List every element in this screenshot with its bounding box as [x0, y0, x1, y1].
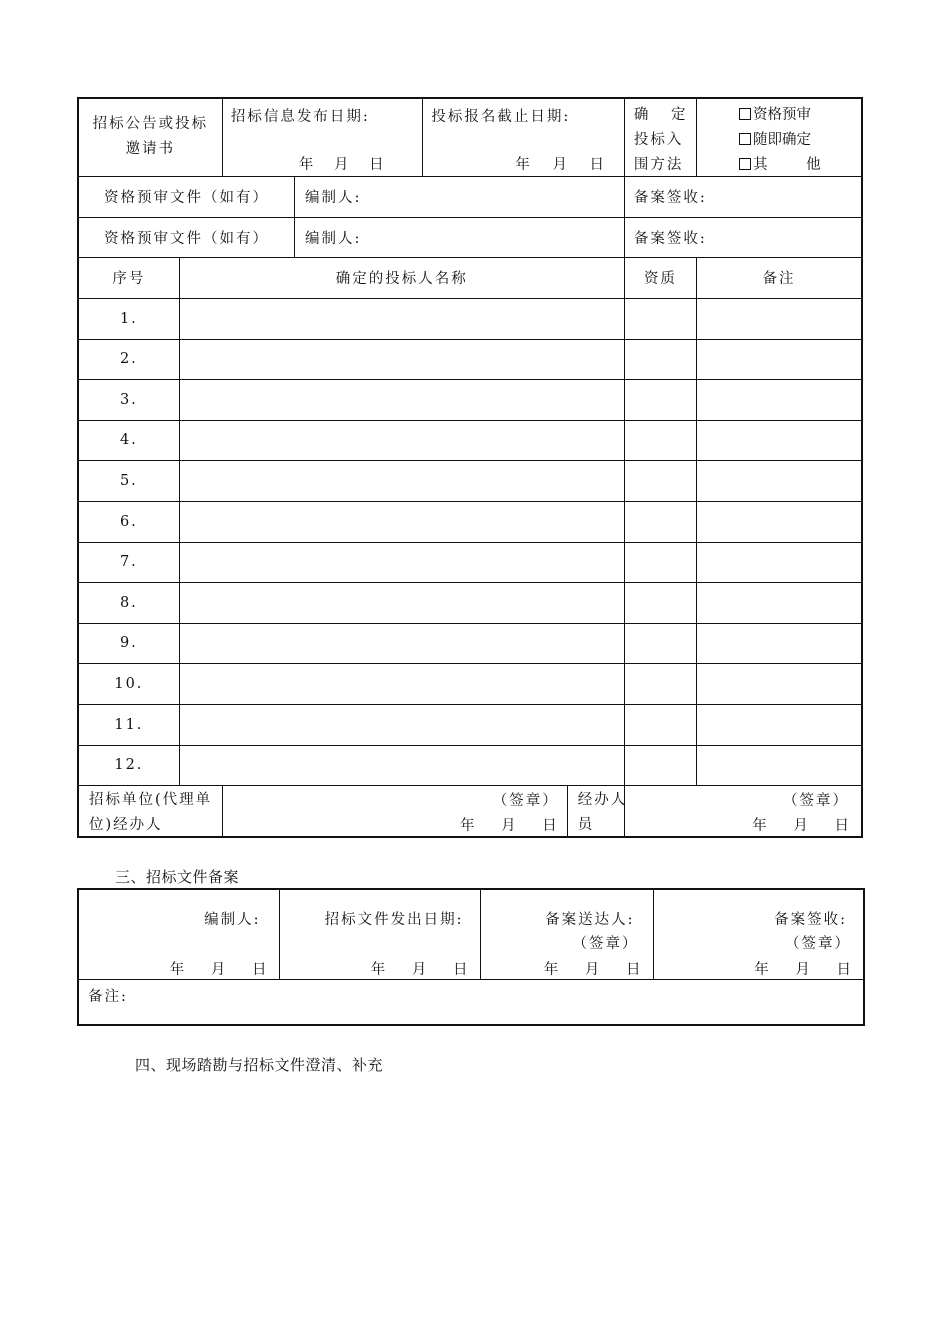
table-row — [78, 460, 862, 501]
deliverer-label: 备案送达人: — [545, 912, 635, 928]
deliverer-date: 年 月 日 — [543, 962, 641, 978]
header-qualification: 资质 — [624, 257, 696, 298]
remark-cell[interactable] — [697, 501, 862, 542]
section-4-title: 四、现场踏勘与招标文件澄清、补充 — [135, 1056, 384, 1074]
checkbox-icon[interactable] — [739, 158, 751, 170]
remark-cell[interactable] — [697, 460, 862, 501]
qualification-cell[interactable] — [624, 623, 696, 663]
bidder-name-cell[interactable] — [179, 501, 624, 542]
section-3-title: 三、招标文件备案 — [115, 868, 240, 886]
receiver-label: 备案签收: — [774, 912, 847, 928]
receiver-stamp: （签章） — [785, 936, 851, 952]
stamp-label: （签章） — [783, 792, 849, 809]
remark-cell[interactable] — [697, 745, 862, 785]
handler-sign-cell[interactable] — [624, 785, 862, 837]
sign-date-ymd: 年 月 日 — [459, 817, 557, 834]
bidder-name-cell[interactable] — [179, 704, 624, 745]
record-row — [78, 889, 864, 979]
remark-cell[interactable] — [697, 582, 862, 623]
option-random[interactable]: 随即确定 — [739, 128, 821, 153]
row-number: 8. — [78, 582, 179, 623]
record-editor-date: 年 月 日 — [169, 962, 267, 978]
qualification-cell[interactable] — [624, 298, 696, 339]
remark-row — [78, 979, 864, 1025]
prequal-record-label[interactable]: 备案签收: — [624, 176, 862, 217]
signature-row — [78, 785, 862, 837]
table-row — [78, 420, 862, 460]
qualification-cell[interactable] — [624, 582, 696, 623]
prequal-row — [78, 176, 862, 217]
bidder-header-row — [78, 257, 862, 298]
table-row — [78, 663, 862, 704]
deadline-date-label: 投标报名截止日期: — [431, 109, 571, 125]
sign-date-ymd: 年 月 日 — [752, 817, 849, 834]
remark-cell[interactable] — [78, 979, 864, 1025]
remark-cell[interactable] — [697, 542, 862, 582]
record-editor-label: 编制人: — [204, 912, 261, 928]
deliverer-cell[interactable] — [480, 889, 653, 979]
deadline-date-cell[interactable] — [423, 98, 625, 176]
bidder-name-cell[interactable] — [179, 663, 624, 704]
issue-date-ymd: 年 月 日 — [370, 962, 468, 978]
qualification-cell[interactable] — [624, 704, 696, 745]
table-row — [78, 379, 862, 420]
row-number: 1. — [78, 298, 179, 339]
table-row — [78, 501, 862, 542]
tender-unit-handler-cell — [78, 785, 222, 837]
receiver-cell[interactable] — [653, 889, 864, 979]
remark-cell[interactable] — [697, 663, 862, 704]
deadline-date-ymd: 年 月 日 — [515, 157, 605, 173]
qualification-cell[interactable] — [624, 460, 696, 501]
checkbox-icon[interactable] — [739, 108, 751, 120]
qualification-cell[interactable] — [624, 745, 696, 785]
qualification-cell[interactable] — [624, 501, 696, 542]
header-remark: 备注 — [697, 257, 862, 298]
table-row — [78, 745, 862, 785]
qualification-cell[interactable] — [624, 542, 696, 582]
method-options — [739, 103, 821, 178]
row-number: 4. — [78, 420, 179, 460]
record-editor-cell[interactable] — [78, 889, 279, 979]
header-bidder-name: 确定的投标人名称 — [179, 257, 624, 298]
remark-cell[interactable] — [697, 339, 862, 379]
row-number: 10. — [78, 663, 179, 704]
row-number: 7. — [78, 542, 179, 582]
bidder-registration-table — [77, 97, 863, 838]
checkbox-icon[interactable] — [739, 133, 751, 145]
row-number: 6. — [78, 501, 179, 542]
prequal-record-label[interactable]: 备案签收: — [624, 217, 862, 257]
issue-date-label: 招标文件发出日期: — [324, 912, 464, 928]
bidder-name-cell[interactable] — [179, 460, 624, 501]
publish-date-cell[interactable] — [222, 98, 422, 176]
tender-doc-record-table — [77, 888, 865, 1026]
handler-label-cell — [567, 785, 628, 837]
row-number: 2. — [78, 339, 179, 379]
row-number: 3. — [78, 379, 179, 420]
prequal-row — [78, 217, 862, 257]
row-number: 9. — [78, 623, 179, 663]
row-number: 11. — [78, 704, 179, 745]
table-row — [78, 582, 862, 623]
remark-cell[interactable] — [697, 298, 862, 339]
prequal-doc-label: 资格预审文件（如有） — [78, 217, 295, 257]
option-other[interactable]: 其 他 — [739, 153, 821, 178]
bidder-name-cell[interactable] — [179, 379, 624, 420]
method-options-cell — [697, 98, 862, 176]
remark-cell[interactable] — [697, 704, 862, 745]
option-prequal[interactable]: 资格预审 — [739, 103, 821, 128]
bidder-name-cell[interactable] — [179, 542, 624, 582]
remark-cell[interactable] — [697, 623, 862, 663]
remark-label: 备注: — [88, 988, 128, 1005]
bidder-name-cell[interactable] — [179, 420, 624, 460]
tender-unit-handler-label: 招标单位(代理单位)经办人 — [89, 791, 213, 833]
row-number: 5. — [78, 460, 179, 501]
table-row — [78, 623, 862, 663]
table-row — [78, 298, 862, 339]
prequal-editor-label[interactable]: 编制人: — [295, 176, 625, 217]
row-number: 12. — [78, 745, 179, 785]
qualification-cell[interactable] — [624, 379, 696, 420]
bidder-name-cell[interactable] — [179, 623, 624, 663]
notice-label: 招标公告或投标邀请书 — [92, 116, 209, 158]
determine-method-label: 确 定 投标入 围方法 — [633, 107, 688, 173]
remark-cell[interactable] — [697, 379, 862, 420]
tender-unit-sign-cell[interactable] — [222, 785, 567, 837]
handler-label: 经办人员 — [577, 791, 628, 833]
header-seq: 序号 — [78, 257, 179, 298]
table-row — [78, 704, 862, 745]
publish-date-label: 招标信息发布日期: — [230, 109, 370, 125]
bidder-name-cell[interactable] — [179, 582, 624, 623]
qualification-cell[interactable] — [624, 663, 696, 704]
deliverer-stamp: （签章） — [572, 936, 639, 952]
issue-date-cell[interactable] — [279, 889, 480, 979]
qualification-cell[interactable] — [624, 420, 696, 460]
remark-cell[interactable] — [697, 420, 862, 460]
bidder-name-cell[interactable] — [179, 339, 624, 379]
prequal-doc-label: 资格预审文件（如有） — [78, 176, 295, 217]
bidder-name-cell[interactable] — [179, 298, 624, 339]
qualification-cell[interactable] — [624, 339, 696, 379]
determine-method-cell — [624, 98, 696, 176]
publish-date-ymd: 年 月 日 — [298, 157, 384, 173]
stamp-label: （签章） — [492, 792, 559, 809]
table-row — [78, 339, 862, 379]
prequal-editor-label[interactable]: 编制人: — [295, 217, 625, 257]
notice-label-cell — [78, 98, 222, 176]
receiver-date: 年 月 日 — [754, 962, 851, 978]
table-row — [78, 542, 862, 582]
bidder-name-cell[interactable] — [179, 745, 624, 785]
